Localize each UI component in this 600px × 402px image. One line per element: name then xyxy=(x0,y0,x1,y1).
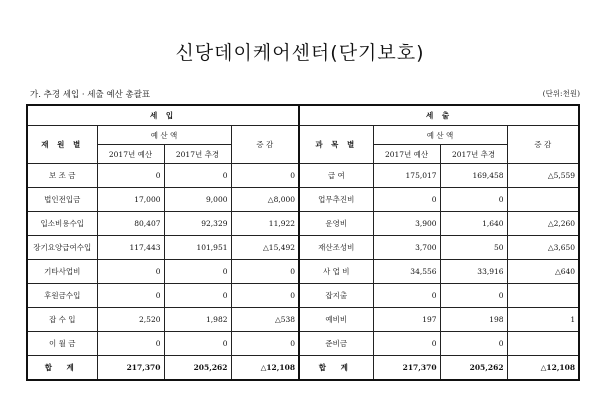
income-budget: 0 xyxy=(97,164,164,188)
income-header: 세 입 xyxy=(27,105,299,126)
expense-change-header: 증 감 xyxy=(507,126,579,164)
income-total-revised: 205,262 xyxy=(164,356,231,381)
expense-name: 운영비 xyxy=(299,212,373,236)
income-name: 보 조 금 xyxy=(27,164,97,188)
income-name: 장기요양급여수입 xyxy=(27,236,97,260)
expense-change: △5,559 xyxy=(507,164,579,188)
income-category-header: 재 원 별 xyxy=(27,126,97,164)
table-row xyxy=(27,164,579,188)
expense-budget: 3,900 xyxy=(373,212,440,236)
expense-change xyxy=(507,332,579,356)
income-change: △538 xyxy=(231,308,299,332)
income-name: 후원금수입 xyxy=(27,284,97,308)
expense-budget: 3,700 xyxy=(373,236,440,260)
expense-budget: 0 xyxy=(373,284,440,308)
income-change-header: 증 감 xyxy=(231,126,299,164)
expense-revised: 0 xyxy=(440,188,507,212)
expense-total-budget: 217,370 xyxy=(373,356,440,381)
section-label: 가. 추경 세입 · 세출 예산 총괄표 xyxy=(30,90,151,100)
income-budget: 117,443 xyxy=(97,236,164,260)
table-row xyxy=(27,284,579,308)
expense-revised: 198 xyxy=(440,308,507,332)
expense-name: 업무추진비 xyxy=(299,188,373,212)
income-budget: 0 xyxy=(97,284,164,308)
income-budget: 2,520 xyxy=(97,308,164,332)
income-name: 잡 수 입 xyxy=(27,308,97,332)
expense-revised: 1,640 xyxy=(440,212,507,236)
income-2017-rev-header: 2017년 추경 xyxy=(164,145,231,164)
income-revised: 101,951 xyxy=(164,236,231,260)
income-revised: 0 xyxy=(164,284,231,308)
total-row xyxy=(27,356,579,381)
expense-2017-header: 2017년 예산 xyxy=(373,145,440,164)
income-change: 0 xyxy=(231,260,299,284)
expense-budget: 0 xyxy=(373,332,440,356)
expense-name: 잡지출 xyxy=(299,284,373,308)
table-row xyxy=(27,236,579,260)
income-change: 0 xyxy=(231,332,299,356)
page-title: 신당데이케어센터(단기보호) xyxy=(175,42,425,64)
table-row xyxy=(27,212,579,236)
expense-name: 급 여 xyxy=(299,164,373,188)
income-name: 기타사업비 xyxy=(27,260,97,284)
expense-budget: 197 xyxy=(373,308,440,332)
income-total-change: △12,108 xyxy=(231,356,299,381)
expense-budget-header: 예 산 액 xyxy=(373,126,507,145)
income-budget: 0 xyxy=(97,332,164,356)
income-change: △8,000 xyxy=(231,188,299,212)
income-budget: 0 xyxy=(97,260,164,284)
income-change: 0 xyxy=(231,284,299,308)
expense-total-revised: 205,262 xyxy=(440,356,507,381)
expense-revised: 50 xyxy=(440,236,507,260)
income-total-budget: 217,370 xyxy=(97,356,164,381)
expense-name: 재산조성비 xyxy=(299,236,373,260)
table-row xyxy=(27,332,579,356)
income-name: 입소비용수입 xyxy=(27,212,97,236)
expense-revised: 0 xyxy=(440,284,507,308)
expense-name: 사 업 비 xyxy=(299,260,373,284)
income-budget-header: 예 산 액 xyxy=(97,126,231,145)
table-row xyxy=(27,260,579,284)
budget-summary-table xyxy=(26,104,580,381)
income-revised: 92,329 xyxy=(164,212,231,236)
expense-header: 세 출 xyxy=(299,105,579,126)
expense-budget: 175,017 xyxy=(373,164,440,188)
expense-total-label: 합 계 xyxy=(299,356,373,381)
income-change: 0 xyxy=(231,164,299,188)
expense-total-change: △12,108 xyxy=(507,356,579,381)
income-revised: 1,982 xyxy=(164,308,231,332)
income-name: 이 월 금 xyxy=(27,332,97,356)
expense-revised: 0 xyxy=(440,332,507,356)
income-name: 법인전입금 xyxy=(27,188,97,212)
income-revised: 0 xyxy=(164,332,231,356)
table-row xyxy=(27,308,579,332)
expense-revised: 33,916 xyxy=(440,260,507,284)
income-total-label: 합 계 xyxy=(27,356,97,381)
income-change: 11,922 xyxy=(231,212,299,236)
expense-change: 1 xyxy=(507,308,579,332)
income-revised: 9,000 xyxy=(164,188,231,212)
income-budget: 17,000 xyxy=(97,188,164,212)
expense-change xyxy=(507,284,579,308)
unit-label: (단위:천원) xyxy=(542,89,580,98)
expense-budget: 0 xyxy=(373,188,440,212)
income-change: △15,492 xyxy=(231,236,299,260)
expense-name: 준비금 xyxy=(299,332,373,356)
expense-budget: 34,556 xyxy=(373,260,440,284)
expense-change: △640 xyxy=(507,260,579,284)
income-revised: 0 xyxy=(164,260,231,284)
expense-category-header: 과 목 별 xyxy=(299,126,373,164)
table-row xyxy=(27,188,579,212)
expense-change: △2,260 xyxy=(507,212,579,236)
expense-change: △3,650 xyxy=(507,236,579,260)
expense-name: 예비비 xyxy=(299,308,373,332)
expense-change xyxy=(507,188,579,212)
income-budget: 80,407 xyxy=(97,212,164,236)
income-2017-header: 2017년 예산 xyxy=(97,145,164,164)
expense-2017-rev-header: 2017년 추경 xyxy=(440,145,507,164)
expense-revised: 169,458 xyxy=(440,164,507,188)
income-revised: 0 xyxy=(164,164,231,188)
